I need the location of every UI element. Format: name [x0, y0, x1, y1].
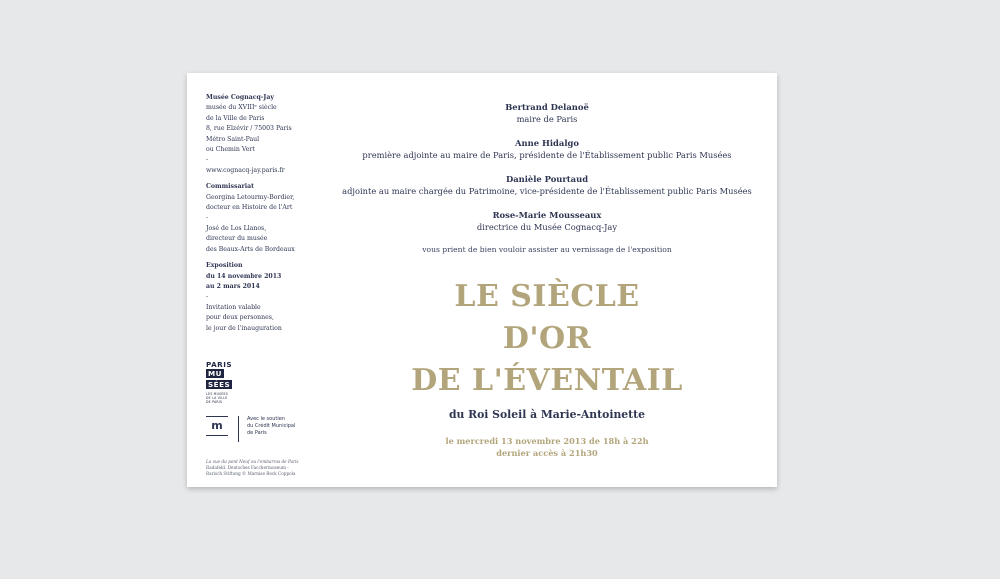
title-line: D'OR [502, 321, 592, 356]
caption-line: Barisch Stiftung © Marnise Beck Coppola [206, 471, 296, 476]
title-line: DE L'ÉVENTAIL [411, 363, 683, 398]
credit-municipal-logo [206, 416, 228, 436]
date-line: le mercredi 13 novembre 2013 de 18h à 22h [445, 436, 649, 446]
commissariat-info [206, 182, 316, 255]
exposition-line: le jour de l'inauguration [206, 324, 282, 332]
commissaire-line: des Beaux-Arts de Bordeaux [206, 245, 295, 253]
museum-name: Musée Cognacq-Jay [206, 94, 274, 101]
caption-line: Radafeld, Deutsches Facchermuseum - [206, 465, 289, 470]
logo-sees-text: SÉES [208, 380, 231, 389]
separator-dash: - [206, 214, 209, 222]
museum-line: Métro Saint-Paul [206, 135, 260, 143]
exposition-date: au 2 mars 2014 [206, 282, 260, 290]
logo-m-text: m [211, 419, 223, 432]
museum-line: - [206, 156, 209, 164]
museum-website: www.cognacq-jay.paris.fr [206, 166, 285, 174]
logo-subtitle [206, 392, 232, 404]
soutien-line: du Crédit Municipal [247, 423, 296, 429]
commissariat-title: Commissariat [206, 183, 254, 191]
title-line: LE SIÈCLE [454, 279, 640, 314]
museum-line: 8, rue Elzévir / 75003 Paris [206, 125, 292, 133]
host-role: adjointe au maire chargée du Patrimoine, vice-présidente de l'Établissement public Paris Musées [342, 186, 752, 196]
left-column [206, 93, 316, 340]
separator-dash: - [206, 293, 209, 301]
logo-sub-line: DE PARIS [206, 400, 223, 404]
invitation-text: vous prient de bien vouloir assister au vernissage de l'exposition [422, 245, 672, 254]
host-role: directrice du Musée Cognacq-Jay [476, 222, 618, 232]
host-block [327, 137, 767, 161]
caption-title: La vue du pont Neuf ou l'embarras de Paris [206, 459, 299, 464]
invitation-card [187, 73, 777, 487]
logos [206, 361, 326, 442]
host-role: première adjointe au maire de Paris, présidente de l'Établissement public Paris Musées [362, 150, 732, 160]
logo-sub-line: LES MUSÉES [206, 392, 228, 396]
host-block [327, 209, 767, 233]
soutien-text [247, 416, 295, 437]
main-content [327, 101, 767, 459]
soutien-line: Avec le soutien [247, 416, 285, 422]
soutien-line: de Paris [247, 430, 267, 436]
museum-line: de la Ville de Paris [206, 114, 265, 122]
exposition-info [206, 261, 316, 334]
commissaire-line: Georgina Letourmy-Bordier, [206, 193, 295, 201]
last-entry-line: dernier accès à 21h30 [496, 448, 598, 458]
host-role: maire de Paris [516, 114, 578, 124]
commissaire-line: José de Los Llanos, [206, 224, 267, 232]
museum-info [206, 93, 316, 176]
exposition-title: Exposition [206, 262, 243, 270]
host-name: Bertrand Delanoë [505, 102, 589, 112]
image-caption [206, 459, 326, 477]
exposition-line: pour deux personnes, [206, 314, 274, 322]
museum-line: ou Chemin Vert [206, 146, 255, 154]
logo-sub-line: DE LA VILLE [206, 396, 228, 400]
commissaire-line: docteur en Histoire de l'Art [206, 204, 293, 212]
paris-musees-logo [206, 361, 232, 404]
host-name: Rose-Marie Mousseaux [492, 210, 602, 220]
exposition-date: du 14 novembre 2013 [206, 272, 282, 280]
host-name: Danièle Pourtaud [505, 174, 589, 184]
logo-mu-text: MU [208, 369, 222, 378]
commissaire-line: directeur du musée [206, 235, 268, 243]
exposition-line: Invitation valable [206, 303, 261, 311]
museum-line: musée du XVIIIᵉ siècle [206, 104, 277, 112]
host-name: Anne Hidalgo [515, 138, 579, 148]
logo-paris-text: PARIS [206, 360, 233, 369]
event-date [327, 435, 767, 459]
divider [238, 416, 239, 442]
exhibition-title [327, 276, 767, 402]
exhibition-subtitle: du Roi Soleil à Marie-Antoinette [448, 408, 646, 421]
credit-municipal [206, 416, 326, 442]
host-block [327, 173, 767, 197]
host-block [327, 101, 767, 125]
